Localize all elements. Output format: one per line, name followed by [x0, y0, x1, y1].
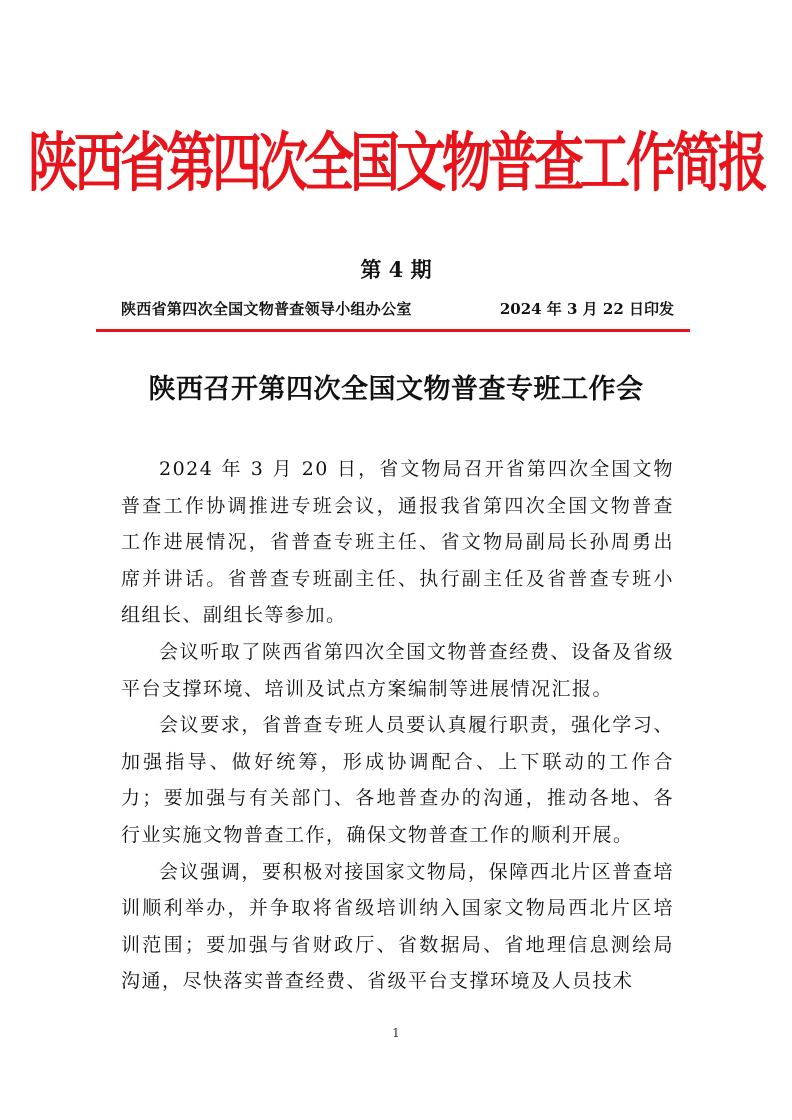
paragraph: 2024 年 3 月 20 日，省文物局召开省第四次全国文物普查工作协调推进专班会议，通报我省第四次全国文物普查工作进展情况，省普查专班主任、省文物局副局长孙周勇出席并讲话。省普查专班副主任、执行副主任及省普查专班小组组长、副组长等参加。	[121, 458, 674, 627]
paragraph: 会议强调，要积极对接国家文物局，保障西北片区普查培训顺利举办，并争取将省级培训纳入国家文物局西北片区培训范围；要加强与省财政厅、省数据局、省地理信息测绘局沟通，尽快落实普查经费、省级平台支撑环境及人员技术	[121, 860, 674, 993]
header-divider	[96, 329, 690, 332]
issue-number: 第 4 期	[360, 257, 432, 282]
issue-date: 2024 年 3 月 22 日印发	[499, 300, 674, 318]
article-body	[121, 451, 674, 1000]
page-number: 1	[392, 1026, 400, 1040]
masthead-title: 陕西省第四次全国文物普查工作简报	[28, 126, 764, 201]
issuer-office: 陕西省第四次全国文物普查领导小组办公室	[121, 300, 412, 318]
paragraph: 会议要求，省普查专班人员要认真履行职责，强化学习、加强指导、做好统筹，形成协调配合、上下联动的工作合力；要加强与有关部门、各地普查办的沟通，推动各地、各行业实施文物普查工作，确保文物普查工作的顺利开展。	[121, 714, 674, 846]
article-title: 陕西召开第四次全国文物普查专班工作会	[148, 374, 644, 405]
paragraph: 会议听取了陕西省第四次全国文物普查经费、设备及省级平台支撑环境、培训及试点方案编制等进展情况汇报。	[121, 640, 674, 700]
